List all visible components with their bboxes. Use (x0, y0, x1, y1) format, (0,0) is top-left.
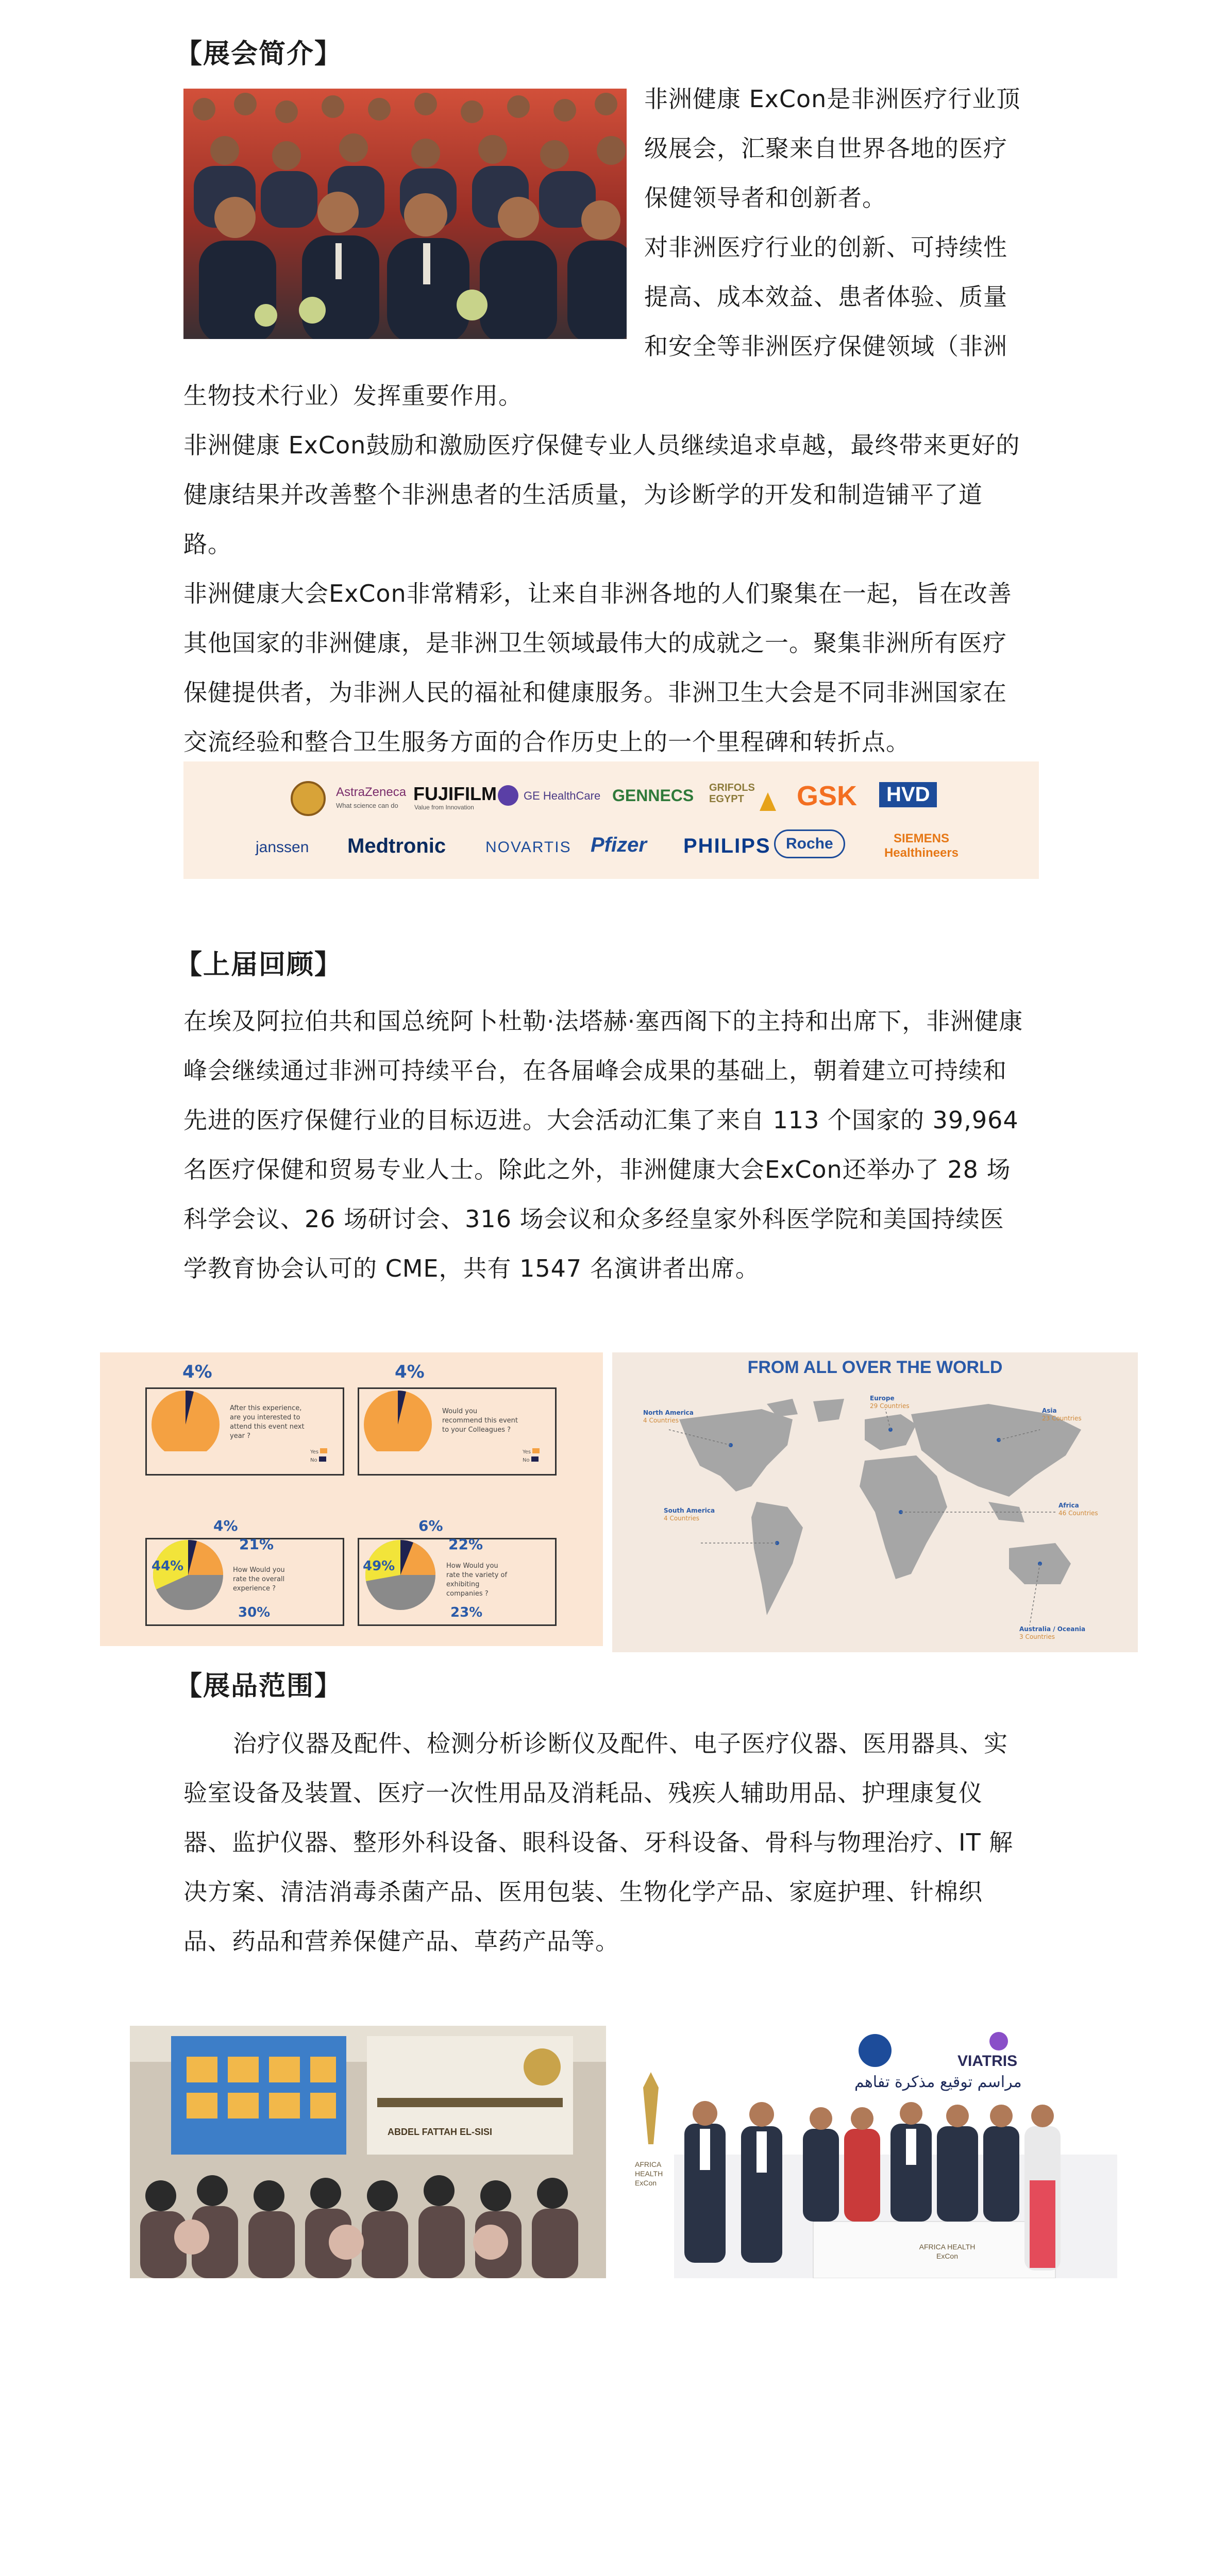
map-region-label: Africa 46 Countries (1058, 1502, 1098, 1517)
conference-screen-text: ABDEL FATTAH EL-SISI (388, 2127, 493, 2137)
scope-line: 验室设备及装置、医疗一次性用品及消耗品、残疾人辅助用品、护理康复仪 (183, 1779, 983, 1807)
intro-wrap-line: 对非洲医疗行业的创新、可持续性 (644, 233, 1007, 261)
survey-question: After this experience, are you interested to attend this event next year ? (230, 1404, 305, 1440)
survey-legend-yes: Yes (523, 1448, 540, 1455)
survey-percent: 30% (238, 1605, 271, 1620)
scope-line: 决方案、清洁消毒杀菌产品、医用包装、生物化学产品、家庭护理、针棉织 (183, 1878, 983, 1906)
sponsor-logo: GSK (797, 781, 858, 811)
survey-pie-chart (362, 1379, 434, 1451)
sponsor-logo: NOVARTIS (485, 839, 572, 856)
intro-line: 其他国家的非洲健康，是非洲卫生领域最伟大的成就之一。聚集非洲所有医疗 (183, 629, 1007, 657)
table-banner-text: AFRICA HEALTH ExCon (919, 2243, 976, 2260)
intro-line: 交流经验和整合卫生服务方面的合作历史上的一个里程碑和转折点。 (183, 728, 910, 756)
survey-percent: 4% (395, 1362, 425, 1382)
scope-line: 治疗仪器及配件、检测分析诊断仪及配件、电子医疗仪器、医用器具、实 (233, 1730, 1008, 1757)
sponsor-logo: Pfizer (591, 834, 647, 856)
sponsor-logo: HVD (879, 782, 937, 807)
survey-legend-no: No (523, 1456, 539, 1463)
survey-question: Would you recommend this event to your Colleagues ? (442, 1408, 518, 1434)
intro-wrap-line: 保健领导者和创新者。 (644, 184, 886, 212)
sponsor-logo: FUJIFILM (413, 783, 497, 804)
intro-line: 非洲健康 ExCon鼓励和激励医疗保健专业人员继续追求卓越，最终带来更好的 (183, 431, 1020, 459)
signing-brand-logo: VIATRIS (957, 2053, 1018, 2070)
intro-line: 保健提供者，为非洲人民的福祉和健康服务。非洲卫生大会是不同非洲国家在 (183, 679, 1007, 706)
event-banner-text: AFRICA HEALTH ExCon (635, 2160, 663, 2187)
survey-percent: 4% (182, 1362, 212, 1382)
survey-results-panel (100, 1352, 603, 1646)
summit-audience-photo (183, 89, 627, 339)
review-line: 峰会继续通过非洲可持续平台，在各届峰会成果的基础上，朝着建立可持续和 (183, 1057, 1007, 1084)
survey-percent: 4% (213, 1517, 238, 1534)
sponsor-logo: Roche (774, 829, 845, 858)
sponsor-logo: GE HealthCare (524, 789, 601, 802)
survey-question: How Would you rate the overall experience ? (233, 1566, 285, 1592)
survey-question: How Would you rate the variety of exhibiting companies ? (446, 1562, 508, 1598)
review-line: 名医疗保健和贸易专业人士。除此之外，非洲健康大会ExCon还举办了 28 场 (183, 1156, 1011, 1183)
survey-percent: 22% (448, 1536, 483, 1553)
sponsor-logo: GRIFOLS EGYPT (709, 782, 755, 805)
survey-legend-no: No (310, 1456, 326, 1463)
sponsor-logo: SIEMENS Healthineers (884, 832, 959, 860)
intro-wrap-line: 和安全等非洲医疗保健领域（非洲 (644, 332, 1007, 360)
intro-wrap-line: 级展会，汇聚来自世界各地的医疗 (644, 134, 1007, 162)
mou-signing-photo (628, 2026, 1117, 2278)
map-region-label: Asia 23 Countries (1042, 1407, 1082, 1422)
sponsor-logo: GENNECS (612, 786, 694, 805)
grifols-flame-icon (760, 792, 776, 811)
intro-heading: 【展会简介】 (175, 39, 343, 70)
review-line: 科学会议、26 场研讨会、316 场会议和众多经皇家外科医学院和美国持续医 (183, 1205, 1004, 1233)
survey-legend-yes: Yes (310, 1448, 327, 1455)
intro-line: 非洲健康大会ExCon非常精彩，让来自非洲各地的人们聚集在一起，旨在改善 (183, 580, 1012, 607)
survey-percent: 23% (450, 1605, 483, 1620)
sponsor-logos-strip (183, 761, 1039, 879)
review-line: 先进的医疗保健行业的目标迈进。大会活动汇集了来自 113 个国家的 39,964 (183, 1106, 1019, 1134)
sponsor-logo: Medtronic (347, 835, 446, 857)
map-title: FROM ALL OVER THE WORLD (747, 1358, 1003, 1377)
review-heading: 【上届回顾】 (175, 950, 343, 980)
intro-line: 生物技术行业）发挥重要作用。 (183, 382, 523, 410)
map-region-label: North America 4 Countries (643, 1409, 694, 1424)
conference-session-photo (130, 2026, 606, 2278)
sponsor-logo: PHILIPS (683, 835, 771, 857)
scope-line: 器、监护仪器、整形外科设备、眼科设备、牙科设备、骨科与物理治疗、IT 解 (183, 1828, 1014, 1856)
survey-pie-chart (149, 1379, 222, 1451)
map-region-label: Europe 29 Countries (870, 1395, 910, 1410)
ge-monogram-icon (498, 785, 518, 806)
sponsor-tagline: Value from Innovation (414, 804, 474, 811)
intro-line: 健康结果并改善整个非洲患者的生活质量，为诊断学的开发和制造铺平了道 (183, 481, 983, 509)
map-region-label: South America 4 Countries (664, 1507, 715, 1522)
astrazeneca-seal-icon (291, 781, 326, 816)
intro-line: 路。 (183, 530, 232, 558)
sponsor-logo: janssen (256, 839, 309, 856)
intro-wrap-line: 非洲健康 ExCon是非洲医疗行业顶 (644, 85, 1021, 113)
scope-line: 品、药品和营养保健产品、草药产品等。 (183, 1927, 619, 1955)
scope-heading: 【展品范围】 (175, 1671, 343, 1702)
world-map-panel (612, 1352, 1138, 1652)
survey-percent: 44% (152, 1558, 184, 1574)
map-region-label: Australia / Oceania 3 Countries (1019, 1625, 1086, 1640)
review-line: 学教育协会认可的 CME，共有 1547 名演讲者出席。 (183, 1255, 760, 1282)
sponsor-tagline: What science can do (336, 802, 398, 809)
world-map (659, 1399, 1102, 1641)
survey-percent: 6% (418, 1517, 443, 1534)
survey-percent: 21% (239, 1536, 274, 1553)
review-line: 在埃及阿拉伯共和国总统阿卜杜勒·法塔赫·塞西阁下的主持和出席下，非洲健康 (183, 1007, 1023, 1035)
survey-percent: 49% (363, 1558, 395, 1574)
signing-arabic-banner: مراسم توقيع مذكرة تفاهم (854, 2073, 1022, 2091)
sponsor-logo: AstraZeneca (336, 785, 407, 799)
intro-wrap-line: 提高、成本效益、患者体验、质量 (644, 283, 1007, 311)
